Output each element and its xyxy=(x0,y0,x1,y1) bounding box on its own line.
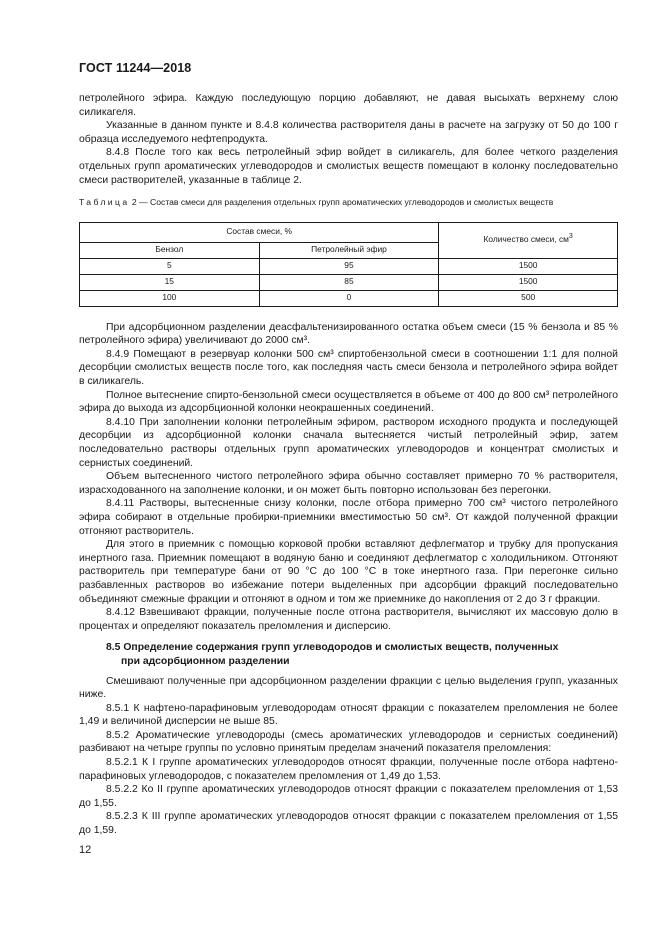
document-header: ГОСТ 11244—2018 xyxy=(79,61,192,75)
cell-quantity: 1500 xyxy=(439,274,618,290)
table-caption xyxy=(79,197,618,209)
header-quantity xyxy=(439,222,618,258)
paragraph: Объем вытесненного чистого петролейного эфира обычно составляет примерно 70 % растворителя, израсходованного на заполнение колонки, и он может быть повторно использован без перегонки. xyxy=(79,471,618,496)
cell-quantity: 1500 xyxy=(439,258,618,274)
header-quantity-unit-power: 3 xyxy=(568,233,573,241)
cell-benzene: 100 xyxy=(80,290,260,306)
table-caption-prefix: Таблица xyxy=(79,197,130,208)
paragraph: 8.5.2.1 К I группе ароматических углеводородов относят фракции, полученные после отбора нафтено-парафиновых углеводородов, с показателем преломления от 1,49 до 1,53. xyxy=(79,757,618,782)
document-body xyxy=(79,92,618,838)
section-heading-line: при адсорбционном разделении xyxy=(121,655,290,667)
paragraph: 8.4.12 Взвешивают фракции, полученные после отгона растворителя, вычисляют их массовую долю в процентах и определяют показатель преломления и дисперсию. xyxy=(79,607,618,632)
header-benzene: Бензол xyxy=(80,242,260,258)
cell-petroleum-ether: 95 xyxy=(259,258,439,274)
table-row xyxy=(80,258,618,274)
table-row xyxy=(80,290,618,306)
paragraph: 8.5.2.2 Ко II группе ароматических углеводородов относят фракции с показателем преломления от 1,53 до 1,55. xyxy=(79,784,618,809)
paragraph: 8.5.2.3 К III группе ароматических углеводородов относят фракции с показателем преломления от 1,55 до 1,59. xyxy=(79,811,618,837)
paragraph: Указанные в данном пункте и 8.4.8 количества растворителя даны в расчете на загрузку от 50 до 100 г образца исследуемого нефтепродукта. xyxy=(79,120,618,145)
header-composition: Состав смеси, % xyxy=(80,222,439,242)
paragraph: Полное вытеснение спирто-бензольной смеси осуществляется в объеме от 400 до 800 см³ петролейного эфира до выхода из адсорбционной колонки неокрашенных соединений. xyxy=(79,389,618,415)
cell-benzene: 15 xyxy=(80,274,260,290)
paragraph: 8.4.8 После того как весь петролейный эфир войдет в силикагель, для более четкого разделения отдельных групп ароматических углеводородов и смолистых веществ помещают в колонку последовательно смеси растворителей, указанные в таблице 2. xyxy=(79,147,618,186)
paragraph: 8.4.11 Растворы, вытесненные снизу колонки, после отбора примерно 700 см³ чистого петролейного эфира собирают в отдельные пробирки-приемники вместимостью 50 см³. От каждой полученной фракции отгоняют растворитель. xyxy=(79,498,618,537)
paragraph: 8.5.1 К нафтено-парафиновым углеводородам относят фракции с показателем преломления не более 1,49 и величиной дисперсии не выше 85. xyxy=(79,702,618,728)
cell-quantity: 500 xyxy=(439,290,618,306)
cell-benzene: 5 xyxy=(80,258,260,274)
mixture-table xyxy=(79,222,618,307)
paragraph: 8.5.2 Ароматические углеводороды (смесь ароматических углеводородов и сернистых соединений) разбивают на четыре группы по условно принятым пределам значений показателя преломления: xyxy=(79,729,618,755)
paragraph: 8.4.10 При заполнении колонки петролейным эфиром, раствором исходного продукта и последующей десорбции из адсорбционной колонки сначала вытесняется чистый петролейный эфир, затем последовательно растворы отдельных групп ароматических углеводородов и концентрат смолистых и сернистых соединений. xyxy=(79,416,618,469)
cell-petroleum-ether: 85 xyxy=(259,274,439,290)
section-heading-line: 8.5 Определение содержания групп углеводородов и смолистых веществ, полученных xyxy=(106,642,559,654)
paragraph: При адсорбционном разделении деасфальтенизированного остатка объем смеси (15 % бензола и 85 % петролейного эфира) увеличивают до 2000 см³. xyxy=(79,321,618,347)
header-petroleum-ether: Петролейный эфир xyxy=(259,242,439,258)
section-heading xyxy=(106,641,618,668)
paragraph: Для этого в приемник с помощью корковой пробки вставляют дефлегматор и трубку для пропускания инертного газа. Приемник помещают в водяную баню и соединяют дефлегматор с холодильником. Отгоняют растворитель при температуре бани от 90 °С до 100 °С в токе инертного газа. При перегонке сильно разбавленных растворов во избежание потери выделенных при адсорбции фракций последовательно объединяют смежные фракции и отгоняют в одном и том же приемнике до накопления от 2 до 3 г фракции. xyxy=(79,539,618,605)
paragraph: 8.4.9 Помещают в резервуар колонки 500 см³ спиртобензольной смеси в соотношении 1:1 для полной десорбции смолистых веществ после того, как последняя часть смеси бензола и петролейного эфира войдет в силикагель. xyxy=(79,348,618,388)
table-row xyxy=(80,274,618,290)
paragraph: петролейного эфира. Каждую последующую порцию добавляют, не давая высыхать верхнему слою силикагеля. xyxy=(79,93,618,118)
table-caption-text: 2 — Состав смеси для разделения отдельных групп ароматических углеводородов и смолистых веществ xyxy=(129,197,554,208)
cell-petroleum-ether: 0 xyxy=(259,290,439,306)
paragraph: Смешивают полученные при адсорбционном разделении фракции с целью выделения групп, указанных ниже. xyxy=(79,675,618,701)
header-quantity-label: Количество смеси, см xyxy=(483,234,569,245)
page-number: 12 xyxy=(79,844,92,856)
